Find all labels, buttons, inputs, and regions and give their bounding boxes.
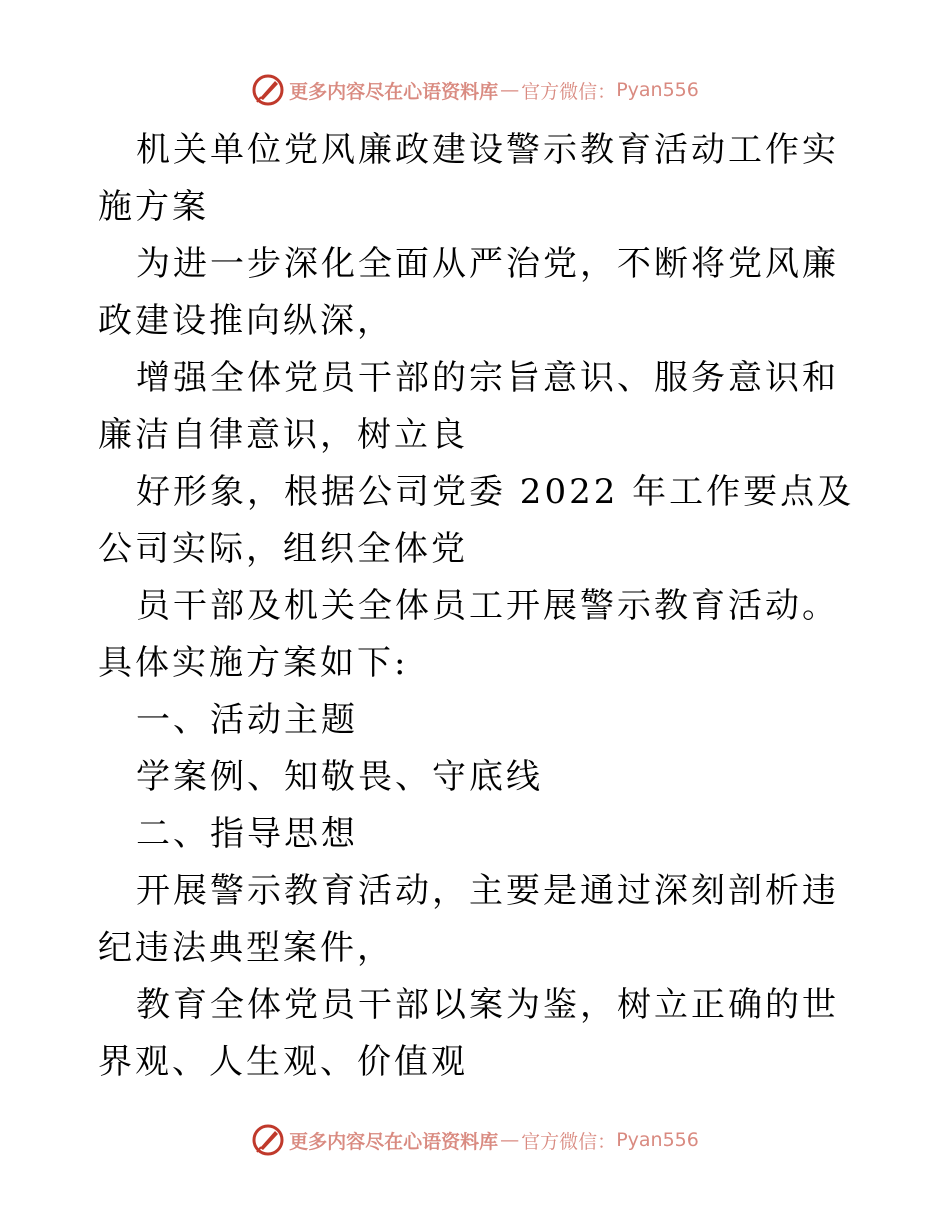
- quill-pen-logo-icon: [251, 73, 285, 107]
- banner-official-label: 官方微信：: [521, 1130, 617, 1153]
- header-banner: [0, 70, 950, 110]
- banner-brand-text: 更多内容尽在心语资料库: [289, 1130, 499, 1153]
- section-heading: 一、活动主题: [136, 700, 358, 740]
- paragraph: 增强全体党员干部的宗旨意识、服务意识和廉洁自律意识，树立良: [98, 358, 839, 455]
- banner-wechat-id: Pyan556: [616, 79, 699, 101]
- paragraph: 教育全体党员干部以案为鉴，树立正确的世界观、人生观、价值观: [98, 985, 839, 1082]
- paragraph: 为进一步深化全面从严治党，不断将党风廉政建设推向纵深，: [98, 244, 839, 341]
- banner-dash: —: [500, 1129, 520, 1151]
- paragraph: 开展警示教育活动，主要是通过深刻剖析违纪违法典型案件，: [98, 871, 839, 968]
- document-body: [98, 122, 858, 1091]
- paragraph: 好形象，根据公司党委 2022 年工作要点及公司实际，组织全体党: [98, 472, 855, 569]
- paragraph: 员干部及机关全体员工开展警示教育活动。具体实施方案如下:: [98, 586, 839, 683]
- banner-official-label: 官方微信：: [521, 80, 617, 103]
- banner-dash: —: [500, 79, 520, 101]
- paragraph: 学案例、知敬畏、守底线: [136, 757, 543, 797]
- banner-wechat-id: Pyan556: [616, 1129, 699, 1151]
- footer-banner: [0, 1120, 950, 1160]
- document-title: 机关单位党风廉政建设警示教育活动工作实施方案: [98, 130, 839, 227]
- section-heading: 二、指导思想: [136, 814, 358, 854]
- quill-pen-logo-icon: [251, 1123, 285, 1157]
- banner-brand-text: 更多内容尽在心语资料库: [289, 80, 499, 103]
